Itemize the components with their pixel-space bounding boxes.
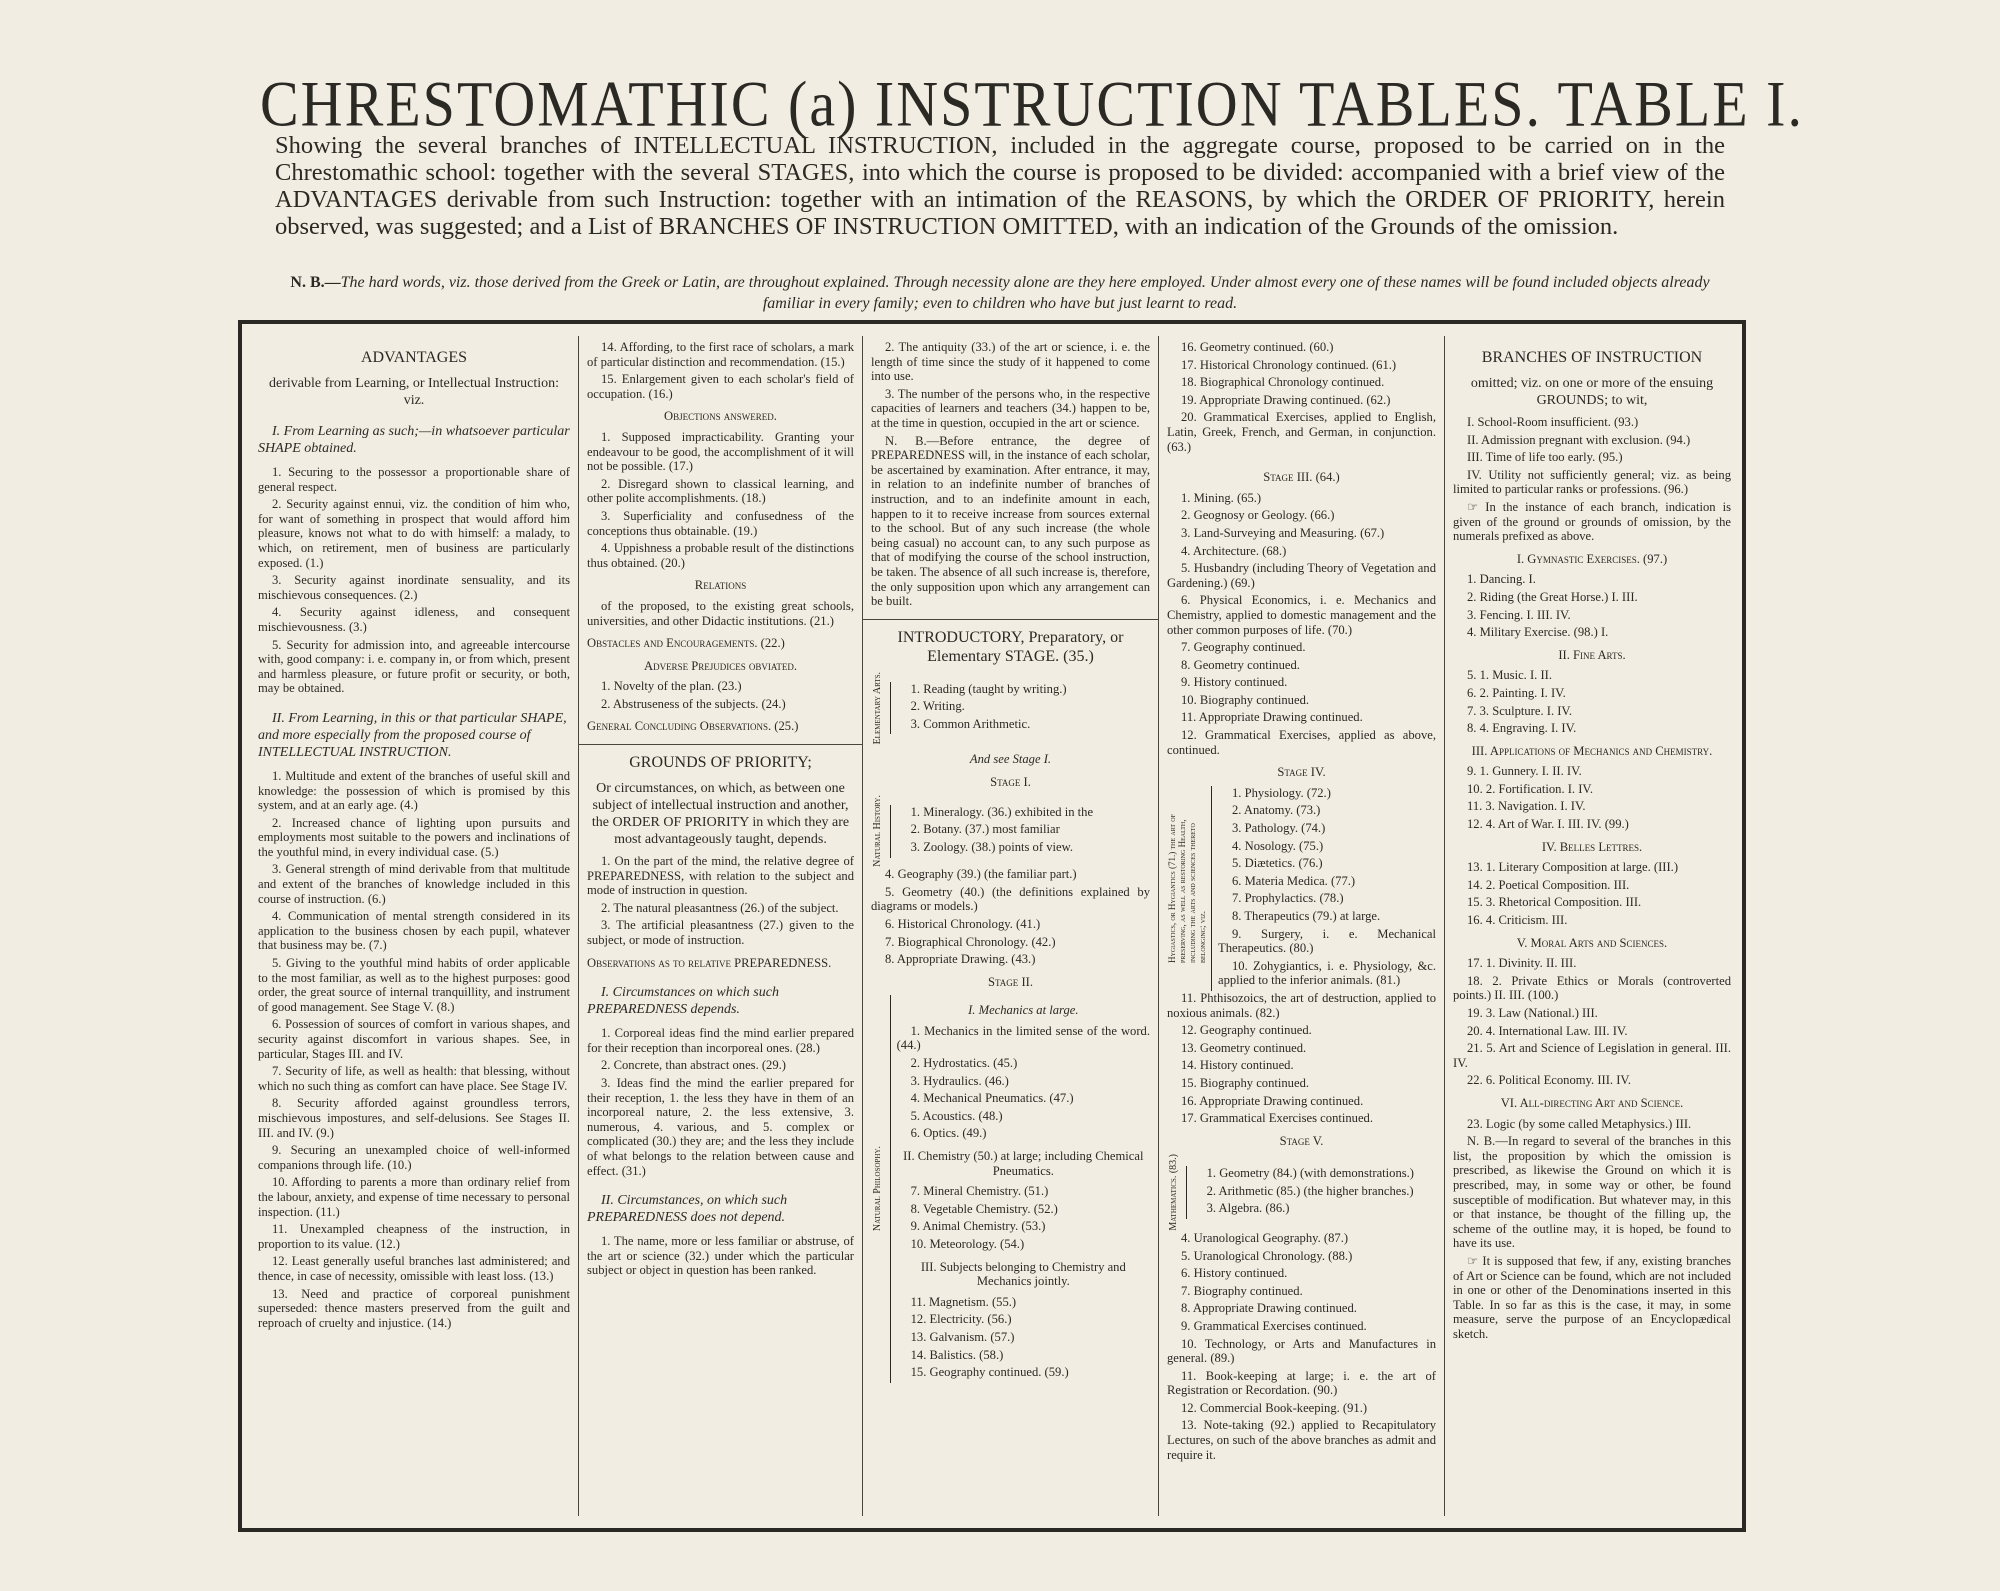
- advantages-section-2: II. From Learning, in this or that particular SHAPE, and more especially from the proposed course of INTELLECTUAL INSTRUCTION.: [258, 710, 567, 760]
- list-item: 14. 2. Poetical Composition. III.: [1467, 877, 1630, 892]
- list-item: 11. Unexampled cheapness of the instruction, in proportion to its value. (12.): [258, 1222, 570, 1251]
- list-item: 4. Uppishness a probable result of the distinctions thus obtained. (20.): [587, 541, 854, 570]
- list-item: 2. Botany. (37.) most familiar: [910, 822, 1060, 837]
- list-item: 3. Fencing. I. III. IV.: [1467, 607, 1571, 622]
- grounds-subheading: Or circumstances, on which, as between one subject of intellectual instruction and another, the ORDER OF PRIORITY in which they are most advantageously taught, depends.: [591, 781, 850, 848]
- nb-label: N. B.—: [290, 274, 341, 291]
- list-item: 9. Grammatical Exercises continued.: [1181, 1318, 1367, 1333]
- stage-ii-heading: Stage II.: [988, 974, 1033, 989]
- list-item: 3. Land-Surveying and Measuring. (67.): [1181, 525, 1385, 540]
- omitted-subheading: omitted; viz. on one or more of the ensuing GROUNDS; to wit,: [1470, 376, 1714, 408]
- list-item: 9. 1. Gunnery. I. II. IV.: [1467, 764, 1582, 779]
- list-item: 7. Prophylactics. (78.): [1232, 891, 1344, 906]
- list-item: 2. Increased chance of lighting upon pursuits and employments most suitable to the powers and inclinations of the youthful mind, in every individual case. (5.): [258, 815, 570, 859]
- natural-philosophy-group: [871, 995, 1150, 1382]
- list-item: 9. History continued.: [1181, 675, 1288, 690]
- joint-subjects-list: [897, 1295, 1150, 1380]
- list-item: 2. The natural pleasantness (26.) of the subject.: [601, 900, 839, 915]
- list-item: 14. Affording, to the first race of scholars, a mark of particular distinction and recommendation. (15.): [587, 340, 854, 369]
- list-item: 10. 2. Fortification. I. IV.: [1467, 781, 1594, 796]
- list-item: 7. Security of life, as well as health: that blessing, without which no such thing as comfort can have place. See Stage IV.: [258, 1064, 570, 1093]
- list-item: 7. Biography continued.: [1181, 1283, 1303, 1298]
- moral-arts-list: [1453, 956, 1731, 1088]
- stage-ii-continued-list: [1167, 340, 1436, 454]
- mathematics-list: [1186, 1166, 1436, 1219]
- list-item: 3. Security against inordinate sensuality, and its mischievous consequences. (2.): [258, 573, 570, 602]
- circumstances-list-1: [587, 1026, 854, 1178]
- list-item: 4. Uranological Geography. (87.): [1181, 1230, 1349, 1245]
- natural-history-list: [890, 805, 1150, 858]
- omitted-heading: BRANCHES OF INSTRUCTION: [1481, 349, 1703, 366]
- list-item: 2. Anatomy. (73.): [1232, 803, 1321, 818]
- fine-arts-heading: II. Fine Arts.: [1558, 647, 1626, 662]
- list-item: 2. Abstruseness of the subjects. (24.): [601, 696, 786, 711]
- list-item: 3. Common Arithmetic.: [910, 716, 1031, 731]
- natural-history-group: [871, 795, 1150, 867]
- natural-history-label: Natural History.: [872, 795, 883, 868]
- list-item: 3. Ideas find the mind the earlier prepared for their reception, 1. the less they have in them of an incorporeal nature, 2. the less extensive, 3. numerous, 4. various, and 5. complex or complicated (30.) they are; and the less they include of what belongs to the relation between cause and effect. (31.): [587, 1076, 854, 1178]
- list-item: 12. Commercial Book-keeping. (91.): [1181, 1400, 1368, 1415]
- list-item: 10. Meteorology. (54.): [910, 1237, 1025, 1251]
- list-item: 1. Supposed impracticability. Granting your endeavour to be good, the accomplishment of it will not be possible. (17.): [587, 429, 854, 474]
- list-item: 9. Animal Chemistry. (53.): [910, 1219, 1046, 1234]
- prejudices-list: [587, 679, 854, 711]
- natural-philosophy-content: [890, 995, 1150, 1382]
- list-item: 1. Mechanics in the limited sense of the word. (44.): [896, 1023, 1150, 1053]
- list-item: 6. Historical Chronology. (41.): [885, 916, 1041, 931]
- list-item: 1. Securing to the possessor a proportionable share of general respect.: [258, 465, 570, 494]
- list-item: 8. Geometry continued.: [1181, 657, 1300, 672]
- list-item: 8. Vegetable Chemistry. (52.): [910, 1201, 1058, 1216]
- list-item: 10. Biography continued.: [1181, 692, 1310, 707]
- mechanics-list: [897, 1024, 1150, 1141]
- list-item: 8. Therapeutics (79.) at large.: [1232, 909, 1381, 923]
- list-item: III. Time of life too early. (95.): [1467, 450, 1623, 465]
- list-item: 13. Galvanism. (57.): [910, 1329, 1015, 1344]
- circumstances-heading-2: II. Circumstances, on which such PREPAREDNESS does not depend.: [587, 1193, 788, 1226]
- hygiastics-group: [1167, 786, 1436, 991]
- list-item: 6. 2. Painting. I. IV.: [1467, 685, 1566, 700]
- list-item: 3. The artificial pleasantness (27.) given to the subject, or mode of instruction.: [587, 918, 854, 948]
- gymnastic-list: [1453, 572, 1731, 639]
- list-item: 1. Geometry (84.) (with demonstrations.): [1206, 1166, 1414, 1181]
- advantages-list-2: [258, 769, 570, 1330]
- list-item: 1. On the part of the mind, the relative degree of PREPAREDNESS, with relation to the subject and mode of instruction in question.: [587, 854, 854, 898]
- fine-arts-list: [1453, 668, 1731, 735]
- list-item: 2. Security against ennui, viz. the condition of him who, for want of something in prospect that would afford him pleasure, knows not what to do with himself: a malady, to which, on retirement, men of business are particularly exposed. (1.): [258, 497, 570, 570]
- list-item: 13. Note-taking (92.) applied to Recapitulatory Lectures, on such of the above branches as admit and require it.: [1167, 1418, 1436, 1462]
- list-item: 1. Mineralogy. (36.) exhibited in the: [910, 804, 1094, 819]
- list-item: 6. Materia Medica. (77.): [1232, 873, 1356, 888]
- section-divider: [863, 619, 1158, 620]
- natural-philosophy-label: Natural Philosophy.: [872, 1146, 883, 1232]
- list-item: 18. 2. Private Ethics or Morals (controverted points.) II. III. (100.): [1453, 973, 1731, 1003]
- mechanics-heading: I. Mechanics at large.: [968, 1003, 1079, 1018]
- list-item: 17. Historical Chronology continued. (61.): [1181, 357, 1397, 372]
- general-observations-heading: General Concluding Observations. (25.): [587, 719, 799, 734]
- list-item: 2. Hydrostatics. (45.): [910, 1056, 1018, 1071]
- list-item: 16. Geometry continued. (60.): [1181, 340, 1334, 354]
- list-item: 21. 5. Art and Science of Legislation in general. III. IV.: [1453, 1041, 1731, 1070]
- list-item: 15. Enlargement given to each scholar's field of occupation. (16.): [587, 372, 854, 401]
- page-subtitle: Showing the several branches of INTELLECTUAL INSTRUCTION, included in the aggregate course, proposed to be carried on in the Chrestomathic school: together with the several STAGES, into which the course is proposed to be divided: accompanied with a brief view of the ADVANTAGES derivable from such Instruction: together with an intimation of the REASONS, by which the ORDER OF PRIORITY, herein observed, was suggested; and a List of BRANCHES OF INSTRUCTION OMITTED, with an indication of the Grounds of the omission.: [275, 132, 1725, 240]
- objections-column: [579, 340, 862, 1515]
- list-item: 1. Mining. (65.): [1181, 490, 1262, 505]
- encyclopaedia-note: ☞ It is supposed that few, if any, existing branches of Art or Science can be found, which are not included in one or other of the Denominations inserted in this Table. In so far as this is the case, it may, in some measure, serve the purpose of an Encyclopædical sketch.: [1453, 1253, 1731, 1341]
- list-item: 4. Mechanical Pneumatics. (47.): [910, 1091, 1074, 1106]
- list-item: 5. Husbandry (including Theory of Vegetation and Gardening.) (69.): [1167, 561, 1436, 590]
- stage-iv-list: [1167, 991, 1436, 1126]
- list-item: 9. Securing an unexampled choice of well-informed companions through life. (10.): [258, 1143, 570, 1172]
- mathematics-label: Mathematics. (83.): [1168, 1154, 1179, 1231]
- list-item: 8. 4. Engraving. I. IV.: [1467, 721, 1577, 736]
- list-item: 12. Least generally useful branches last administered; and thence, in case of necessity, omissible with least loss. (13.): [258, 1254, 570, 1283]
- list-item: 10. Affording to parents a more than ordinary relief from the labour, anxiety, and expense of time necessary to personal inspection. (11.): [258, 1175, 570, 1219]
- preparedness-heading: Observations as to relative PREPAREDNESS.: [587, 955, 832, 970]
- list-item: I. School-Room insufficient. (93.): [1467, 415, 1639, 429]
- list-item: 7. 3. Sculpture. I. IV.: [1467, 703, 1573, 718]
- list-item: 4. Communication of mental strength considered in its application to the business chosen by each pupil, whatever that business may be. (7.): [258, 909, 570, 953]
- list-item: 3. General strength of mind derivable from that multitude and extent of the branches of knowledge included in this course of instruction. (6.): [258, 862, 570, 906]
- obstacles-heading: Obstacles and Encouragements. (22.): [587, 636, 785, 651]
- list-item: 5. Acoustics. (48.): [910, 1108, 1003, 1123]
- list-item: 4. Nosology. (75.): [1232, 838, 1324, 853]
- list-item: 15. 3. Rhetorical Composition. III.: [1467, 895, 1642, 910]
- list-item: 5. Security for admission into, and agreeable intercourse with, good company: i. e. company in, or from which, present and harmless pleasure, or future profit or security, or both, may be obtained.: [258, 637, 570, 696]
- section-divider: [579, 744, 862, 745]
- list-item: 17. 1. Divinity. II. III.: [1467, 956, 1577, 971]
- list-item: 3. Algebra. (86.): [1206, 1201, 1290, 1216]
- list-item: 1. Multitude and extent of the branches of useful skill and knowledge: the possession of which is promised by this system, and at an early age. (4.): [258, 768, 570, 813]
- circumstances-list-2: [587, 1234, 854, 1278]
- all-directing-heading: VI. All-directing Art and Science.: [1500, 1095, 1684, 1110]
- applications-list: [1453, 764, 1731, 831]
- list-item: 8. Security afforded against groundless terrors, mischievous impostures, and self-delusions. See Stages II. III. and IV. (9.): [258, 1096, 570, 1140]
- list-item: 6. Optics. (49.): [910, 1126, 987, 1141]
- list-item: 1. Corporeal ideas find the mind earlier prepared for their reception than incorporeal ones. (28.): [587, 1026, 854, 1055]
- list-item: 3. The number of the persons who, in the respective capacities of learners and teachers (34.) happen to be, at the time in question, occupied in the art or science.: [871, 386, 1150, 430]
- stages-continued-column: [1159, 340, 1444, 1515]
- list-item: 4. Security against idleness, and consequent mischievousness. (3.): [258, 605, 570, 634]
- list-item: 8. Appropriate Drawing continued.: [1181, 1301, 1357, 1316]
- objections-heading: Objections answered.: [664, 409, 777, 424]
- list-item: 1. Dancing. I.: [1467, 572, 1536, 587]
- stage-i-list: [871, 867, 1150, 967]
- list-item: 6. History continued.: [1181, 1266, 1288, 1281]
- list-item: 10. Technology, or Arts and Manufactures in general. (89.): [1167, 1336, 1436, 1366]
- grounds-list: [587, 854, 854, 948]
- hygiastics-list: [1211, 786, 1436, 991]
- list-item: 20. 4. International Law. III. IV.: [1467, 1023, 1628, 1038]
- list-item: 12. Grammatical Exercises, applied as above, continued.: [1167, 728, 1436, 757]
- list-item: 11. Book-keeping at large; i. e. the art of Registration or Recordation. (90.): [1167, 1368, 1436, 1398]
- list-item: 4. Architecture. (68.): [1181, 543, 1287, 558]
- list-item: 20. Grammatical Exercises, applied to English, Latin, Greek, French, and German, in conjunction. (63.): [1167, 410, 1436, 454]
- stage-i-heading: Stage I.: [990, 774, 1031, 789]
- list-item: 2. Geognosy or Geology. (66.): [1181, 508, 1335, 523]
- list-item: 5. 1. Music. I. II.: [1467, 668, 1552, 683]
- list-item: 17. Grammatical Exercises continued.: [1181, 1111, 1373, 1126]
- chemistry-list: [897, 1184, 1150, 1251]
- advantages-column: [250, 340, 578, 1515]
- list-item: 14. Balistics. (58.): [910, 1347, 1004, 1362]
- omitted-branches-column: [1445, 340, 1739, 1515]
- list-item: 5. Uranological Chronology. (88.): [1181, 1248, 1353, 1263]
- elementary-arts-group: [871, 672, 1150, 744]
- chemistry-heading: II. Chemistry (50.) at large; including Chemical Pneumatics.: [903, 1149, 1144, 1178]
- list-item: 9. Surgery, i. e. Mechanical Therapeutics. (80.): [1218, 926, 1436, 956]
- list-item: 4. Geography (39.) (the familiar part.): [885, 867, 1077, 882]
- advantages-list-1: [258, 465, 570, 696]
- list-item: 15. Biography continued.: [1181, 1075, 1310, 1090]
- list-item: 7. Geography continued.: [1181, 640, 1306, 655]
- belles-lettres-heading: IV. Belles Lettres.: [1541, 839, 1643, 854]
- omission-note: ☞ In the instance of each branch, indication is given of the ground or grounds of omission, by the numerals prefixed as above.: [1453, 499, 1731, 544]
- list-item: 1. Novelty of the plan. (23.): [601, 679, 742, 694]
- elementary-arts-label: Elementary Arts.: [872, 671, 883, 745]
- list-item: 3. Pathology. (74.): [1232, 821, 1326, 836]
- list-item: 13. Need and practice of corporeal punishment superseded: thence masters preserved from the guilt and reproach of cruelty and injustice. (14.): [258, 1286, 570, 1330]
- grounds-continued-list: [871, 340, 1150, 609]
- list-item: 11. Appropriate Drawing continued.: [1181, 710, 1363, 725]
- elementary-arts-list: [890, 682, 1150, 735]
- stage-v-heading: Stage V.: [1279, 1133, 1324, 1148]
- list-item: 6. Possession of sources of comfort in various shapes, and security against discomfort in various shapes. See, in particular, Stages III. and IV.: [258, 1017, 570, 1061]
- list-item: 10. Zohygiantics, i. e. Physiology, &c. applied to the inferior animals. (81.): [1218, 958, 1436, 988]
- list-item: 19. Appropriate Drawing continued. (62.): [1181, 392, 1391, 407]
- applications-heading: III. Applications of Mechanics and Chemistry.: [1471, 743, 1713, 758]
- list-item: 2. Riding (the Great Horse.) I. III.: [1467, 589, 1638, 604]
- list-item: 16. Appropriate Drawing continued.: [1181, 1093, 1364, 1108]
- list-item: 2. Concrete, than abstract ones. (29.): [601, 1058, 786, 1073]
- list-item: 5. Geometry (40.) (the definitions explained by diagrams or models.): [871, 884, 1150, 914]
- advantages-section-1: I. From Learning as such;—in whatsoever particular SHAPE obtained.: [258, 424, 570, 456]
- omission-grounds-list: [1453, 415, 1731, 497]
- list-item: 3. Zoology. (38.) points of view.: [910, 840, 1074, 854]
- list-item: 11. Phthisozoics, the art of destruction, applied to noxious animals. (82.): [1167, 990, 1436, 1020]
- list-item: 4. Military Exercise. (98.) I.: [1467, 625, 1609, 640]
- list-item: 5. Giving to the youthful mind habits of order applicable to the most familiar, as well as to the highest purposes: good order, the great source of internal tranquillity, and instrument of good management. See Stage V. (8.): [258, 956, 570, 1014]
- list-item: 7. Biographical Chronology. (42.): [885, 934, 1056, 949]
- belles-lettres-list: [1453, 860, 1731, 927]
- list-item: 8. Appropriate Drawing. (43.): [885, 952, 1036, 967]
- stage-v-list: [1167, 1231, 1436, 1462]
- relations-text: of the proposed, to the existing great schools, universities, and other Didactic institutions. (21.): [587, 598, 854, 628]
- list-item: 7. Mineral Chemistry. (51.): [910, 1184, 1049, 1199]
- gymnastic-heading: I. Gymnastic Exercises. (97.): [1516, 551, 1668, 566]
- list-item: 11. 3. Navigation. I. IV.: [1467, 799, 1586, 814]
- list-item: II. Admission pregnant with exclusion. (94.): [1467, 432, 1691, 447]
- list-item: 3. Superficiality and confusedness of the conceptions thus obtainable. (19.): [587, 508, 854, 538]
- list-item: 2. Disregard shown to classical learning, and other polite accomplishments. (18.): [587, 476, 854, 506]
- list-item: 1. The name, more or less familiar or abstruse, of the art or science (32.) under which the particular subject or object in question has been ranked.: [587, 1234, 854, 1278]
- stages-column: [863, 340, 1158, 1515]
- circumstances-heading-1: I. Circumstances on which such PREPAREDNESS depends.: [587, 985, 779, 1018]
- page-title: CHRESTOMATHIC (a) INSTRUCTION TABLES. TABLE I.: [260, 67, 1804, 140]
- hygiastics-label: Hygiastics, or Hygiantics (71.) the art of preserving, as well as restoring Health, including the arts and sciences thereto belonging; viz.: [1167, 814, 1207, 964]
- list-item: 15. Geography continued. (59.): [910, 1365, 1069, 1380]
- list-item: 19. 3. Law (National.) III.: [1467, 1006, 1598, 1020]
- stage-iii-list: [1167, 491, 1436, 758]
- list-item: 14. History continued.: [1181, 1058, 1294, 1073]
- stage-iv-heading: Stage IV.: [1277, 765, 1326, 780]
- list-item: 2. Writing.: [910, 699, 965, 714]
- list-item: 12. 4. Art of War. I. III. IV. (99.): [1467, 817, 1629, 832]
- list-item: 23. Logic (by some called Metaphysics.) III.: [1467, 1116, 1692, 1131]
- relations-heading: Relations: [694, 578, 747, 593]
- list-item: 3. Hydraulics. (46.): [910, 1073, 1009, 1088]
- list-item: 2. Arithmetic (85.) (the higher branches.): [1206, 1183, 1414, 1198]
- prejudices-heading: Adverse Prejudices obviated.: [643, 658, 798, 673]
- list-item: 11. Magnetism. (55.): [910, 1294, 1017, 1309]
- nb-note: [275, 272, 1725, 314]
- list-item: 12. Electricity. (56.): [910, 1312, 1012, 1327]
- stage-iii-heading: Stage III. (64.): [1263, 470, 1340, 485]
- mathematics-group: [1167, 1154, 1436, 1231]
- see-stage-i: And see Stage I.: [969, 752, 1052, 767]
- list-item: IV. Utility not sufficiently general; viz. as being limited to particular ranks or professions. (96.): [1453, 467, 1731, 497]
- nb-text: The hard words, viz. those derived from the Greek or Latin, are throughout explained. Through necessity alone are they here employed. Under almost every one of these names will be found included objects already familiar in every family; even to children who have but just learnt to read.: [340, 274, 1710, 312]
- list-item: 6. Physical Economics, i. e. Mechanics and Chemistry, applied to domestic management and the other common purposes of life. (70.): [1167, 593, 1436, 637]
- list-item: 5. Diætetics. (76.): [1232, 856, 1323, 871]
- list-item: 2. The antiquity (33.) of the art or science, i. e. the length of time since the study of it happened to come into use.: [871, 340, 1150, 384]
- list-item: 1. Reading (taught by writing.): [910, 681, 1067, 696]
- list-item: 12. Geography continued.: [1181, 1023, 1312, 1038]
- list-item: 18. Biographical Chronology continued.: [1181, 375, 1385, 390]
- list-item: 22. 6. Political Economy. III. IV.: [1467, 1073, 1632, 1088]
- advantages-subheading: derivable from Learning, or Intellectual Instruction: viz.: [268, 376, 559, 408]
- list-item: 1. Physiology. (72.): [1232, 785, 1331, 800]
- objections-list: [587, 430, 854, 570]
- joint-subjects-heading: III. Subjects belonging to Chemistry and Mechanics jointly.: [920, 1259, 1126, 1289]
- list-item: 16. 4. Criticism. III.: [1467, 913, 1568, 928]
- all-directing-list: [1453, 1117, 1731, 1132]
- list-item: N. B.—Before entrance, the degree of PREPAREDNESS will, in the instance of each scholar, be ascertained by examination. After entrance, it may, in relation to an indefinite number of branches of instruction, and to an indefinite amount in each, happen to it to receive increase from sources external to the school. But of any such increase (the whole being casual) no account can, to any such purpose as that of modifying the course of the school instruction, be taken. The absence of all such increase is, therefore, the only supposition upon which any arrangement can be built.: [871, 433, 1150, 609]
- omitted-nb: N. B.—In regard to several of the branches in this list, the proposition by which the omission is prescribed, as likewise the Ground on which it is prescribed, may, in some way or other, be found susceptible of modification. But whatever may, in this or that instance, be thought of the filling up, the scheme of the outline may, it is hoped, be found to have its use.: [1453, 1134, 1731, 1251]
- list-item: 13. 1. Literary Composition at large. (III.): [1467, 860, 1679, 875]
- advantages-heading: ADVANTAGES: [361, 349, 467, 366]
- advantages-continued-list: [587, 340, 854, 401]
- list-item: 13. Geometry continued.: [1181, 1040, 1307, 1055]
- moral-arts-heading: V. Moral Arts and Sciences.: [1516, 935, 1668, 950]
- grounds-heading: GROUNDS OF PRIORITY;: [629, 754, 812, 772]
- introductory-stage-heading: INTRODUCTORY, Preparatory, or Elementary STAGE. (35.): [897, 628, 1124, 665]
